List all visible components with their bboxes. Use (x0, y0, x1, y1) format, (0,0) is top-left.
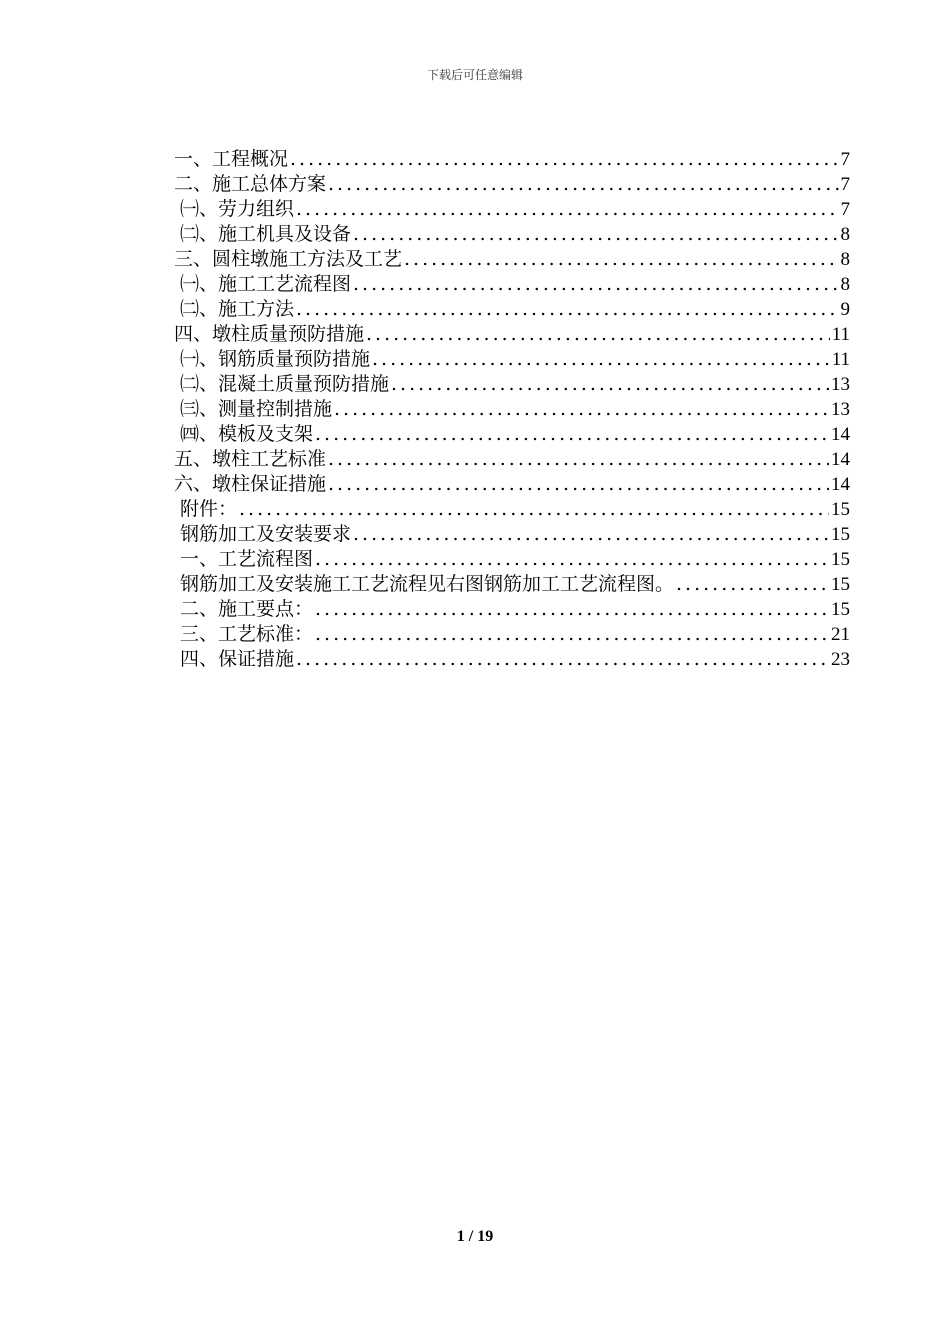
toc-entry[interactable] (174, 447, 850, 472)
toc-dot-leader (315, 422, 829, 447)
toc-dot-leader (239, 497, 829, 522)
table-of-contents (174, 147, 850, 672)
toc-entry[interactable] (174, 397, 850, 422)
toc-entry-title: ㈠、施工工艺流程图 (180, 273, 352, 295)
toc-entry-page: 15 (831, 599, 850, 620)
toc-dot-leader (315, 547, 829, 572)
toc-entry-title: 附件： (180, 498, 238, 520)
toc-entry-page: 15 (831, 499, 850, 520)
toc-dot-leader (290, 147, 838, 172)
toc-entry-title: 一、工程概况 (174, 148, 289, 170)
toc-dot-leader (328, 172, 838, 197)
toc-entry-title: 一、工艺流程图 (180, 548, 314, 570)
toc-dot-leader (328, 447, 829, 472)
toc-entry[interactable] (174, 622, 850, 647)
toc-entry-title: 四、墩柱质量预防措施 (174, 323, 365, 345)
toc-dot-leader (315, 622, 829, 647)
toc-entry-page: 21 (831, 624, 850, 645)
toc-entry-title: ㈠、钢筋质量预防措施 (180, 348, 371, 370)
toc-entry-page: 14 (831, 474, 850, 495)
toc-entry[interactable] (174, 147, 850, 172)
toc-entry[interactable] (174, 172, 850, 197)
toc-entry[interactable] (174, 247, 850, 272)
toc-entry-title: ㈡、施工机具及设备 (180, 223, 352, 245)
toc-entry-title: 三、工艺标准： (180, 623, 314, 645)
toc-dot-leader (328, 472, 829, 497)
toc-dot-leader (366, 322, 830, 347)
toc-entry-page: 14 (831, 449, 850, 470)
toc-entry-title: 六、墩柱保证措施 (174, 473, 327, 495)
toc-entry-page: 8 (840, 249, 850, 270)
toc-entry-title: ㈠、劳力组织 (180, 198, 295, 220)
toc-entry-title: ㈡、混凝土质量预防措施 (180, 373, 390, 395)
toc-dot-leader (296, 197, 838, 222)
toc-entry[interactable] (174, 372, 850, 397)
toc-entry[interactable] (174, 197, 850, 222)
page-header: 下载后可任意编辑 (426, 68, 523, 82)
toc-entry[interactable] (174, 522, 850, 547)
toc-entry[interactable] (174, 647, 850, 672)
toc-entry-page: 7 (840, 149, 850, 170)
toc-entry[interactable] (174, 347, 850, 372)
toc-entry-title: 二、施工要点： (180, 598, 314, 620)
toc-dot-leader (296, 647, 829, 672)
toc-entry-page: 15 (831, 524, 850, 545)
toc-entry[interactable] (174, 422, 850, 447)
toc-entry-title: 二、施工总体方案 (174, 173, 327, 195)
toc-entry[interactable] (174, 322, 850, 347)
toc-entry-page: 14 (831, 424, 850, 445)
toc-entry-page: 11 (831, 324, 850, 345)
toc-entry[interactable] (174, 572, 850, 597)
toc-entry-page: 15 (831, 574, 850, 595)
toc-entry-page: 13 (831, 399, 850, 420)
toc-entry[interactable] (174, 272, 850, 297)
toc-entry[interactable] (174, 547, 850, 572)
toc-entry-title: 钢筋加工及安装施工工艺流程见右图钢筋加工工艺流程图。 (180, 573, 675, 595)
toc-entry-page: 7 (840, 199, 850, 220)
toc-entry[interactable] (174, 497, 850, 522)
toc-entry-title: ㈡、施工方法 (180, 298, 295, 320)
toc-entry-title: 钢筋加工及安装要求 (180, 523, 352, 545)
toc-entry-title: ㈣、模板及支架 (180, 423, 314, 445)
toc-entry[interactable] (174, 222, 850, 247)
toc-entry-title: 四、保证措施 (180, 648, 295, 670)
toc-dot-leader (315, 597, 829, 622)
toc-entry[interactable] (174, 597, 850, 622)
toc-dot-leader (353, 272, 838, 297)
toc-entry-page: 13 (831, 374, 850, 395)
toc-entry-page: 11 (831, 349, 850, 370)
toc-dot-leader (404, 247, 838, 272)
toc-entry[interactable] (174, 472, 850, 497)
toc-entry-page: 15 (831, 549, 850, 570)
toc-entry-page: 8 (840, 274, 850, 295)
toc-dot-leader (391, 372, 829, 397)
toc-dot-leader (334, 397, 829, 422)
toc-entry-title: 五、墩柱工艺标准 (174, 448, 327, 470)
toc-entry-page: 8 (840, 224, 850, 245)
toc-dot-leader (296, 297, 838, 322)
toc-entry-title: ㈢、测量控制措施 (180, 398, 333, 420)
page-number-footer: 1 / 19 (456, 1228, 494, 1245)
toc-entry[interactable] (174, 297, 850, 322)
toc-dot-leader (353, 222, 838, 247)
toc-entry-title: 三、圆柱墩施工方法及工艺 (174, 248, 403, 270)
toc-entry-page: 7 (840, 174, 850, 195)
toc-entry-page: 9 (840, 299, 850, 320)
toc-dot-leader (676, 572, 829, 597)
toc-dot-leader (353, 522, 829, 547)
toc-dot-leader (372, 347, 830, 372)
toc-entry-page: 23 (831, 649, 850, 670)
